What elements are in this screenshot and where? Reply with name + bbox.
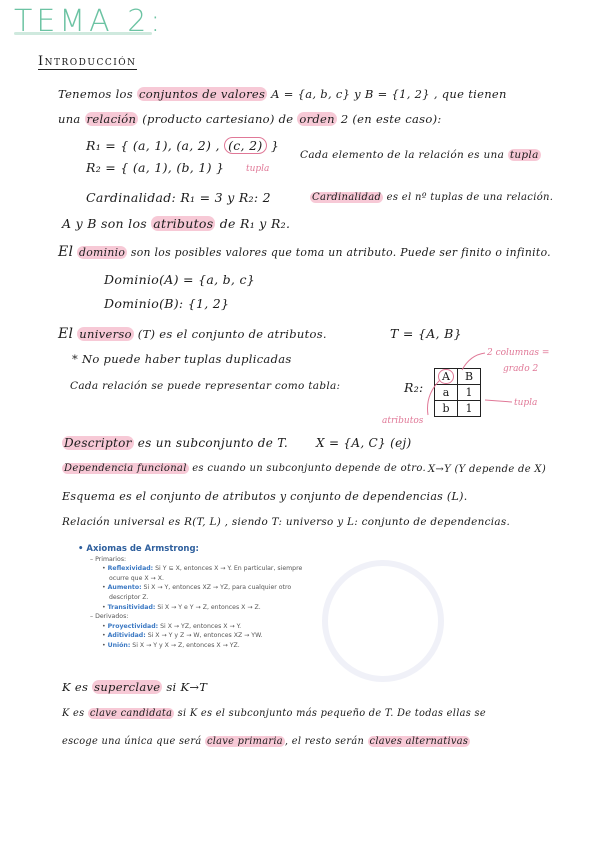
text: , el resto serán [284,736,365,747]
note-tupla: tupla [514,398,538,408]
line-dependencia [62,463,426,474]
armstrong-derivados: – Derivados: [90,613,129,621]
highlight-conjuntos: conjuntos de valores [138,87,266,101]
armstrong-aditividad: • Aditividad: Si X → Y y Z → W, entonces XZ → YW. [102,632,263,640]
line-cada-elemento [300,149,541,161]
text: El [58,326,74,342]
text: de R₁ y R₂. [219,216,291,231]
text: (T) es el conjunto de atributos. [137,327,327,341]
note-grado: grado 2 [503,364,539,374]
line-descriptor-ej: X = {A, C} (ej) [316,436,412,450]
line-esquema: Esquema es el conjunto de atributos y conjunto de dependencias (L). [62,490,468,503]
table-row [435,385,481,401]
highlight-dominio: dominio [79,246,126,259]
highlight-superclave: superclave [94,680,161,694]
armstrong-primarios: – Primarios: [90,555,127,563]
text: (producto cartesiano) de [142,112,294,126]
header-cell-b: B [458,369,481,385]
table-header-row [435,369,481,385]
highlight-orden: orden [299,112,335,126]
armstrong-union: • Unión: Si X → Y y X → Z, entonces X → YZ. [102,641,240,649]
table-cell: 1 [458,385,481,401]
header-cell-a [435,369,458,385]
note-atributos: atributos [382,416,424,426]
highlight-clave-primaria: clave primaria [206,736,283,747]
text: es cuando un subconjunto depende de otro. [192,463,426,474]
text: K es [62,680,89,694]
line-dominio-b: Dominio(B): {1, 2} [104,296,230,311]
text-tuple: (c, 2) [224,137,266,154]
text: es un subconjunto de T. [137,436,288,450]
armstrong-reflexividad: • Reflexividad: Si Y ⊆ X, entonces X → Y. En particular, siempre [102,565,303,573]
text: El [58,244,74,260]
highlight-dependencia: Dependencia funcional [64,463,187,474]
subtitle-text: Introducción [38,54,137,69]
line-r1 [86,138,279,153]
line-clave-primaria [62,736,470,747]
table-cell: a [435,385,458,401]
text: R₁ = { (a, 1), (a, 2) , [86,138,220,153]
line-atributos [62,216,290,231]
line-relacion [58,112,442,126]
armstrong-aumento: • Aumento: Si X → Y, entonces XZ → YZ, para cualquier otro [102,584,292,592]
line-tabla: Cada relación se puede representar como tabla: [70,380,341,392]
watermark-seal [322,560,444,682]
text: son los posibles valores que toma un atributo. Puede ser finito o infinito. [130,246,551,259]
line-relacion-universal: Relación universal es R(T, L) , siendo T: universo y L: conjunto de dependencias. [62,516,511,528]
armstrong-proyectividad: • Proyectividad: Si X → YZ, entonces X → Y. [102,622,242,630]
line-descriptor [62,436,288,450]
highlight-cardinalidad: Cardinalidad [312,192,382,203]
text: escoge una única que será [62,736,202,747]
table-cell: 1 [458,401,481,417]
highlight-descriptor: Descriptor [64,436,132,450]
text: Cada elemento de la relación es una [300,149,505,161]
highlight-claves-alternativas: claves alternativas [369,736,469,747]
highlight-universo: universo [79,327,132,341]
note-columnas: 2 columnas = [487,348,550,358]
text: A y B son los [62,216,147,231]
armstrong-axioms-box [78,545,318,660]
text: A [438,369,454,384]
text: una [58,112,81,126]
text: es el nº tuplas de una relación. [386,192,554,203]
armstrong-reflexividad-cont: ocurre que X → X. [109,574,164,582]
line-no-duplicadas: * No puede haber tuplas duplicadas [72,352,292,366]
line-dependencia-ej: X→Y (Y depende de X) [428,464,547,475]
arrow-to-tupla [485,400,512,402]
label-r2: R₂: [404,380,424,395]
armstrong-transitividad: • Transitividad: Si X → Y e Y → Z, entonces X → Z. [102,603,261,611]
text: si K→T [166,680,208,694]
section-subtitle [38,54,137,69]
line-universo-t: T = {A, B} [390,326,462,341]
line-r2: R₂ = { (a, 1), (b, 1) } [86,160,225,175]
page-title: TEMA 2: [14,4,165,39]
line-conjuntos [58,87,507,101]
armstrong-aumento-cont: descriptor Z. [109,593,149,601]
table-row [435,401,481,417]
relation-table [434,368,481,417]
line-cardinalidad: Cardinalidad: R₁ = 3 y R₂: 2 [86,190,271,205]
line-clave-candidata [62,708,486,719]
note-tupla-small: tupla [246,164,270,174]
table-cell: b [435,401,458,417]
text: A = {a, b, c} y B = {1, 2} , que tienen [271,87,507,101]
highlight-tupla: tupla [509,149,539,161]
line-cardinalidad-def [310,192,553,203]
highlight-atributos: atributos [153,216,214,231]
line-dominio-a: Dominio(A) = {a, b, c} [104,272,256,287]
line-dominio [58,244,551,260]
text: K es [62,708,85,719]
text: 2 (en este caso): [340,112,442,126]
armstrong-heading: • Axiomas de Armstrong: [78,544,199,554]
text: } [270,138,280,153]
line-superclave [62,680,207,694]
highlight-clave-candidata: clave candidata [89,708,173,719]
text: Tenemos los [58,87,133,101]
highlight-relacion: relación [86,112,137,126]
line-universo [58,326,327,342]
text: si K es el subconjunto más pequeño de T. De todas ellas se [177,708,486,719]
